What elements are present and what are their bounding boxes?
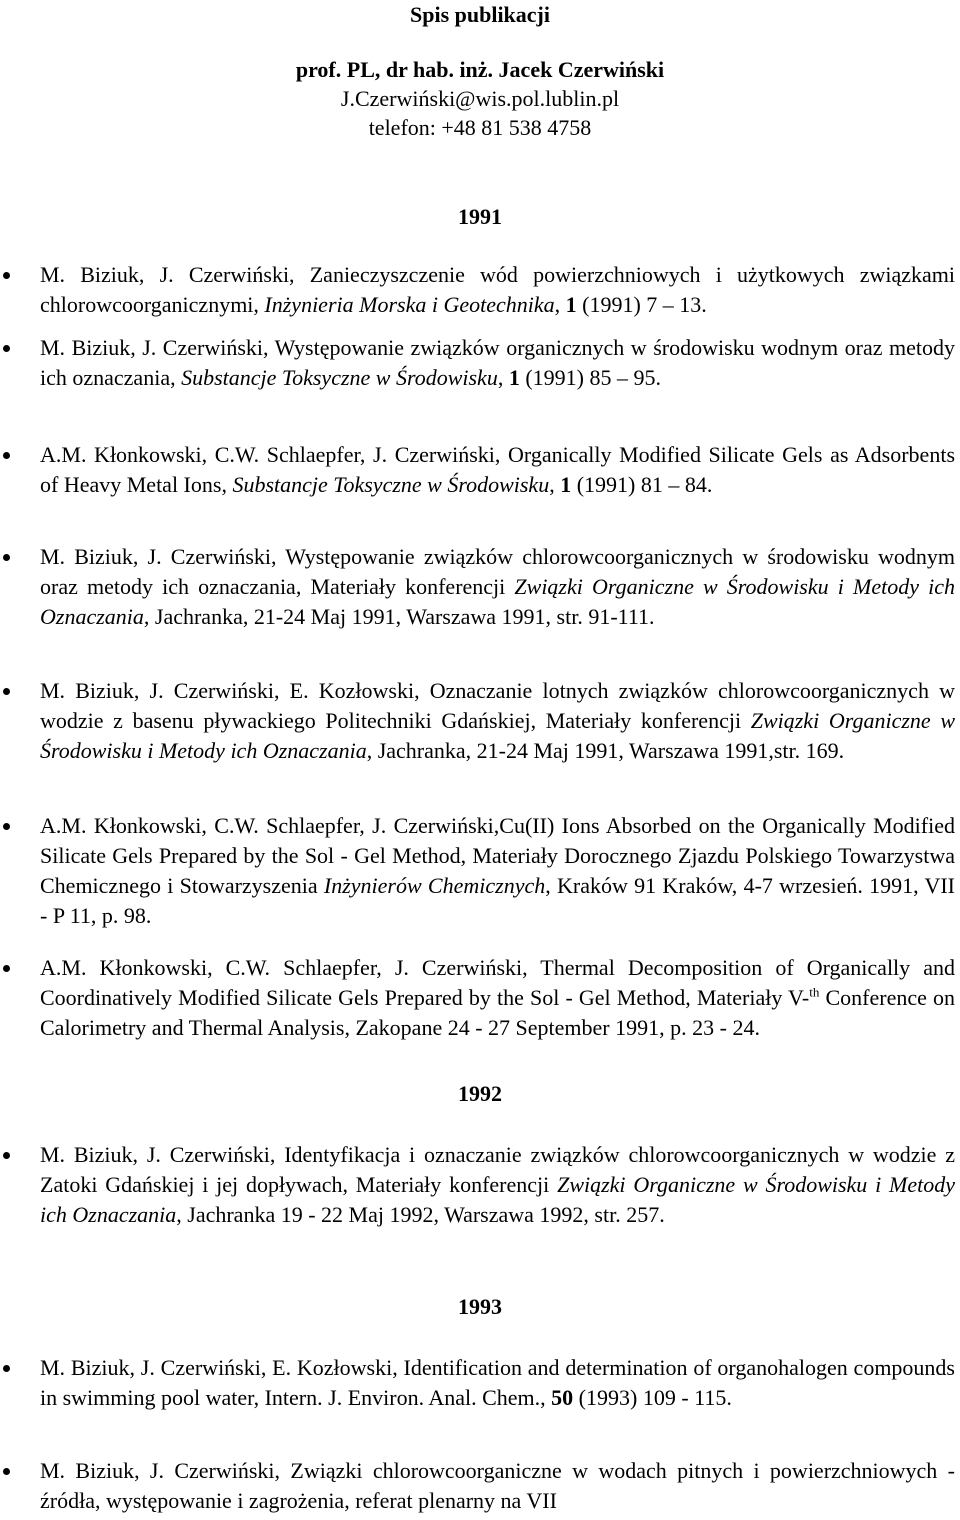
entry-text: M. Biziuk, J. Czerwiński, Występowanie związków chlorowcoorganicznych w środowisku wodnym oraz metody ich oznaczania, Materiały konferencji <box>40 544 955 599</box>
entry-text: M. Biziuk, J. Czerwiński, E. Kozłowski, Identification and determination of organohalogen compounds in swimming pool water, Intern. J. Environ. Anal. Chem., <box>40 1355 955 1410</box>
entry-conference: Związki Organiczne w Środowisku i Metody ich Oznaczania <box>40 708 955 763</box>
entry-text: M. Biziuk, J. Czerwiński, Identyfikacja i oznaczanie związków chlorowcoorganicznych w wodzie z Zatoki Gdańskiej i jej dopływach, Materiały konferencji <box>40 1142 955 1197</box>
entry-details: , Kraków 91 Kraków, 4-7 wrzesień. 1991, VII - P 11, p. 98. <box>40 873 955 928</box>
entry-conference: Związki Organiczne w Środowisku i Metody ich Oznaczania <box>40 1172 955 1227</box>
bullet-icon <box>3 272 10 279</box>
publication-entry <box>40 1140 955 1230</box>
author-email: J.Czerwiński@wis.pol.lublin.pl <box>340 86 620 111</box>
bullet-icon <box>3 823 10 830</box>
bullet-icon <box>3 1152 10 1159</box>
entry-volume: 1 <box>560 472 572 497</box>
publication-entry <box>40 1456 955 1516</box>
entry-conference: Związki Organiczne w Środowisku i Metody ich Oznaczania <box>40 574 955 629</box>
entry-text: M. Biziuk, J. Czerwiński, E. Kozłowski, Oznaczanie lotnych związków chlorowcoorganicznych w wodzie z basenu pływackiego Politechniki Gdańskiej, Materiały konferencji <box>40 678 955 733</box>
entry-details: , Jachranka, 21-24 Maj 1991, Warszawa 1991, str. 91-111. <box>143 604 655 629</box>
bullet-icon <box>3 1365 10 1372</box>
publication-entry <box>40 953 955 1043</box>
year-heading-1993: 1993 <box>458 1294 502 1319</box>
entry-pages: (1993) 109 - 115. <box>573 1385 732 1410</box>
entry-journal: Inżynieria Morska i Geotechnika <box>264 292 555 317</box>
entry-details: , Jachranka 19 - 22 Maj 1992, Warszawa 1992, str. 257. <box>176 1202 665 1227</box>
publication-entry <box>40 676 955 766</box>
year-heading-1992: 1992 <box>458 1081 502 1106</box>
entry-text: M. Biziuk, J. Czerwiński, Związki chlorowcoorganiczne w wodach pitnych i powierzchniowych - źródła, występowanie i zagrożenia, referat plenarny na VII <box>40 1458 955 1513</box>
entry-text: A.M. Kłonkowski, C.W. Schlaepfer, J. Czerwiński,Cu(II) Ions Absorbed on the Organically Modified Silicate Gels Prepared by the Sol - Gel Method, Materiały Dorocznego Zjazdu Polskiego Towarzystwa Chemicznego i Stowarzyszenia <box>40 813 955 898</box>
entry-text: M. Biziuk, J. Czerwiński, Zanieczyszczenie wód powierzchniowych i użytkowych związkami chlorowcoorganicznymi, <box>40 262 955 317</box>
publication-entry <box>40 1353 955 1413</box>
publication-entry <box>40 333 955 393</box>
author-phone: telefon: +48 81 538 4758 <box>368 115 592 140</box>
entry-text: A.M. Kłonkowski, C.W. Schlaepfer, J. Czerwiński, Thermal Decomposition of Organically and Coordinatively Modified Silicate Gels Prepared by the Sol - Gel Method, Materiały V- <box>40 955 955 1010</box>
entry-text: A.M. Kłonkowski, C.W. Schlaepfer, J. Czerwiński, Organically Modified Silicate Gels as Adsorbents of Heavy Metal Ions, <box>40 442 955 497</box>
bullet-icon <box>3 1468 10 1475</box>
entry-text: M. Biziuk, J. Czerwiński, Występowanie związków organicznych w środowisku wodnym oraz metody ich oznaczania, <box>40 335 955 390</box>
entry-pages: (1991) 85 – 95. <box>519 365 661 390</box>
entry-journal: Substancje Toksyczne w Środowisku <box>232 472 550 497</box>
entry-volume: 1 <box>508 365 520 390</box>
bullet-icon <box>3 688 10 695</box>
entry-separator: , <box>497 365 509 390</box>
entry-separator: , <box>554 292 566 317</box>
bullet-icon <box>3 345 10 352</box>
document-title: Spis publikacji <box>409 2 550 27</box>
entry-journal: Substancje Toksyczne w Środowisku <box>181 365 498 390</box>
bullet-icon <box>3 452 10 459</box>
year-heading-1991: 1991 <box>458 204 502 229</box>
entry-pages: (1991) 7 – 13. <box>576 292 707 317</box>
entry-volume: 50 <box>551 1385 574 1410</box>
publication-entry <box>40 811 955 931</box>
entry-pages: (1991) 81 – 84. <box>571 472 713 497</box>
bullet-icon <box>3 965 10 972</box>
author-name: prof. PL, dr hab. inż. Jacek Czerwiński <box>295 57 665 82</box>
bullet-icon <box>3 554 10 561</box>
publication-entry <box>40 542 955 632</box>
entry-details: Conference on Calorimetry and Thermal Analysis, Zakopane 24 - 27 September 1991, p. 23 - 24. <box>40 985 955 1040</box>
entry-separator: , <box>549 472 561 497</box>
entry-volume: 1 <box>565 292 577 317</box>
entry-details: , Jachranka, 21-24 Maj 1991, Warszawa 1991,str. 169. <box>366 738 845 763</box>
publication-entry <box>40 440 955 500</box>
entry-superscript: th <box>809 984 820 1000</box>
publication-entry <box>40 260 955 320</box>
entry-conference: Inżynierów Chemicznych <box>323 873 546 898</box>
